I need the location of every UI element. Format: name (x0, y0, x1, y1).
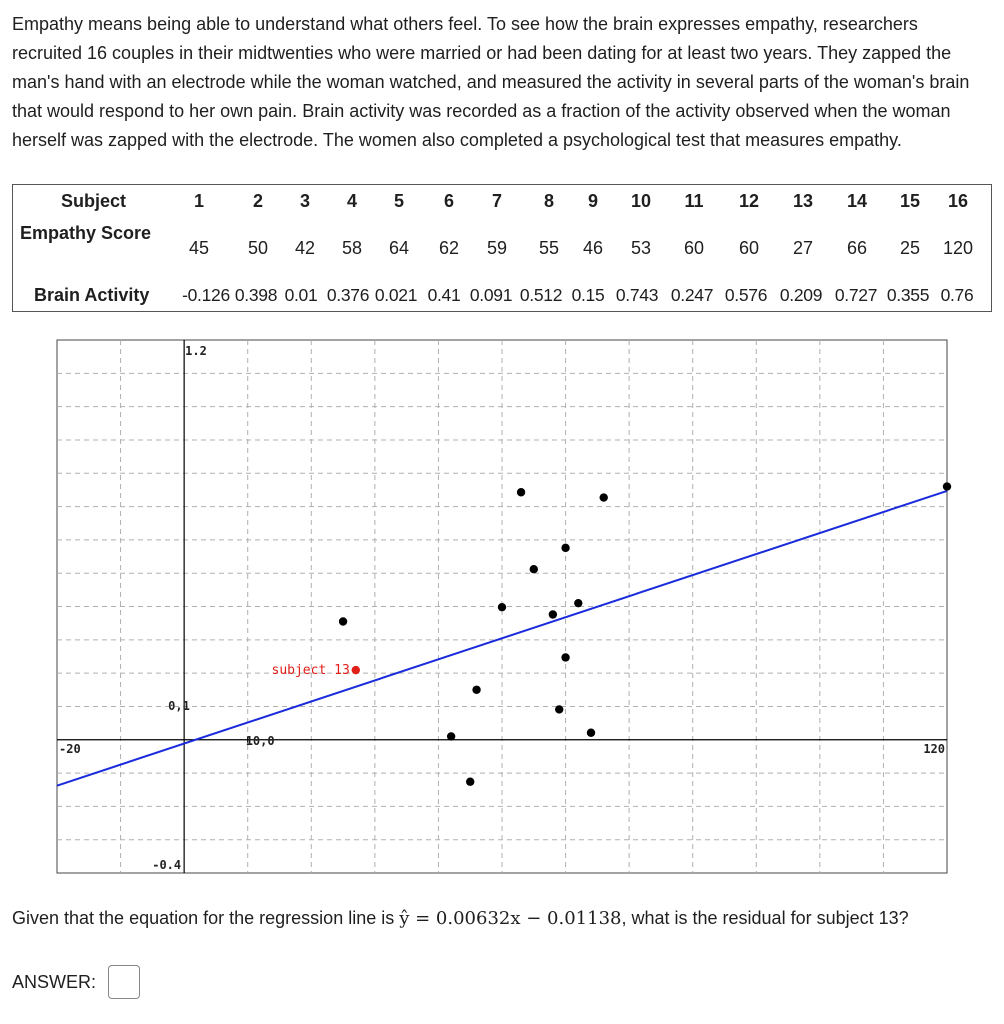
data-point (339, 617, 347, 625)
data-point (517, 488, 525, 496)
brain-activity: 0.743 (615, 285, 659, 305)
x-min-tick-label: -20 (59, 741, 81, 756)
subject-number: 2 (252, 191, 263, 211)
data-point (561, 653, 569, 661)
brain-activity: 0.091 (469, 285, 513, 305)
empathy-score: 64 (388, 238, 410, 258)
empathy-score: 59 (486, 238, 508, 258)
data-point (600, 493, 608, 501)
empathy-score: 66 (846, 238, 868, 258)
y-min-tick-label: -0.4 (152, 858, 182, 872)
data-point (561, 544, 569, 552)
data-point (574, 599, 582, 607)
data-point-subject-13 (352, 666, 360, 674)
brain-activity: 0.247 (670, 285, 714, 305)
empathy-score: 25 (899, 238, 921, 258)
brain-activity: 0.021 (374, 285, 418, 305)
subject-number: 16 (947, 191, 969, 211)
subject-number: 1 (193, 191, 204, 211)
brain-activity: 0.355 (886, 285, 930, 305)
empathy-score: 55 (538, 238, 560, 258)
subject-13-annotation: subject 13 (271, 663, 350, 679)
brain-activity: 0.727 (834, 285, 878, 305)
subject-number: 8 (543, 191, 554, 211)
subject-number: 5 (393, 191, 404, 211)
brain-row-label: Brain Activity (34, 285, 150, 305)
brain-activity: 0.41 (427, 285, 461, 305)
subject-number: 6 (443, 191, 454, 211)
question-before: Given that the equation for the regression line is (12, 908, 400, 928)
answer-label: ANSWER: (12, 971, 97, 992)
data-point (472, 686, 480, 694)
subject-number: 14 (846, 191, 868, 211)
empathy-score: 60 (683, 238, 705, 258)
empathy-score: 45 (188, 238, 210, 258)
empathy-score: 46 (582, 238, 604, 258)
data-point (587, 729, 595, 737)
brain-activity: -0.126 (182, 285, 230, 305)
brain-activity: 0.76 (940, 285, 974, 305)
brain-activity: 0.512 (519, 285, 563, 305)
empathy-score: 60 (738, 238, 760, 258)
data-point (530, 565, 538, 573)
subject-number: 15 (899, 191, 921, 211)
answer-row (12, 964, 140, 1000)
brain-activity: 0.576 (724, 285, 768, 305)
empathy-score: 50 (247, 238, 269, 258)
data-point (943, 482, 951, 490)
data-point (549, 610, 557, 618)
empathy-score: 58 (341, 238, 363, 258)
data-point (447, 732, 455, 740)
empathy-row-label: Empathy Score (20, 223, 152, 243)
brain-activity: 0.398 (234, 285, 278, 305)
brain-activity: 0.15 (571, 285, 605, 305)
question-text (12, 904, 987, 933)
data-point (555, 705, 563, 713)
subject-number: 10 (630, 191, 652, 211)
subject-number: 11 (684, 191, 704, 211)
brain-activity: 0.376 (326, 285, 370, 305)
subject-number: 9 (587, 191, 598, 211)
subject-number: 4 (346, 191, 357, 211)
subject-number: 12 (738, 191, 760, 211)
empathy-score: 27 (792, 238, 814, 258)
subject-row-label: Subject (61, 191, 127, 211)
x-ten-tick-label: 10,0 (245, 733, 275, 748)
empathy-score: 120 (942, 238, 974, 258)
data-point (498, 603, 506, 611)
origin-tick-label: 0,1 (168, 698, 190, 713)
regression-equation: ŷ = 0.00632x − 0.01138 (399, 908, 622, 929)
empathy-score: 53 (630, 238, 652, 258)
subject-number: 13 (792, 191, 814, 211)
problem-intro: Empathy means being able to understand what others feel. To see how the brain expresses empathy, researchers recruited 16 couples in their midtwenties who were married or had been dating for at least two years. They zapped the man's hand with an electrode while the woman watched, and measured the activity in several parts of the woman's brain that would respond to her own pain. Brain activity was recorded as a fraction of the activity observed when the woman herself was zapped with the electrode. The women also completed a psychological test that measures empathy. (12, 14, 970, 150)
empathy-score: 62 (438, 238, 460, 258)
x-max-tick-label: 120 (923, 741, 945, 756)
answer-input[interactable] (108, 965, 140, 999)
brain-activity: 0.01 (284, 285, 318, 305)
brain-activity: 0.209 (779, 285, 823, 305)
empathy-score: 42 (294, 238, 316, 258)
subject-number: 3 (299, 191, 310, 211)
y-max-tick-label: 1.2 (185, 344, 207, 358)
subject-number: 7 (491, 191, 502, 211)
data-point (466, 778, 474, 786)
question-after: , what is the residual for subject 13? (621, 908, 909, 928)
